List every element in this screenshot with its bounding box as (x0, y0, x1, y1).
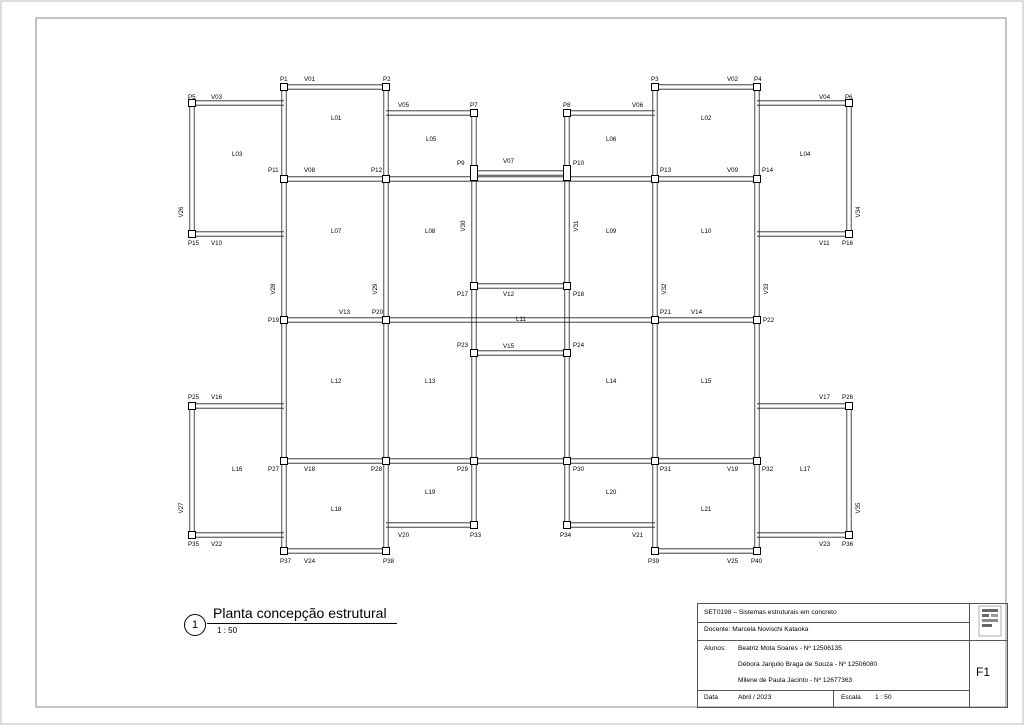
beam-label-v31: V31 (573, 220, 580, 232)
beam-label-v04: V04 (819, 94, 831, 101)
pillar-label-p9: P9 (457, 160, 465, 167)
title-block (697, 603, 1008, 708)
beam-label-v22: V22 (211, 541, 223, 548)
pillar-p15 (189, 231, 196, 238)
beam-label-v05: V05 (398, 102, 410, 109)
pillar-label-p24: P24 (573, 342, 585, 349)
slab-label-l02: L02 (701, 115, 712, 122)
pillar-label-p14: P14 (762, 167, 774, 174)
slab-label-l11: L11 (516, 316, 526, 323)
slab-label-l21: L21 (701, 506, 712, 513)
pillar-p20 (383, 317, 390, 324)
slab-label-l14: L14 (606, 378, 617, 385)
beam-label-v14: V14 (691, 309, 703, 316)
scale-value: 1 : 50 (875, 694, 892, 701)
pillar-p22 (754, 317, 761, 324)
pillar-label-p27: P27 (268, 466, 280, 473)
pillar-label-p38: P38 (383, 558, 395, 565)
pillar-p35 (189, 532, 196, 539)
pillar-p36 (846, 532, 853, 539)
pillar-p33 (471, 522, 478, 529)
pillar-label-p22: P22 (763, 317, 775, 324)
pillar-p8 (564, 110, 571, 117)
slab-label-l09: L09 (606, 228, 617, 235)
pillar-p34 (564, 522, 571, 529)
view-number: 1 (184, 614, 206, 636)
pillar-p31 (652, 458, 659, 465)
view-title: Planta concepção estrutural (213, 605, 387, 621)
date-label: Data (704, 694, 718, 701)
pillar-p30 (564, 458, 571, 465)
pillar-label-p6: P6 (845, 94, 853, 101)
view-scale: 1 : 50 (217, 626, 238, 635)
pillar-label-p16: P16 (842, 240, 854, 247)
beam-label-v08: V08 (304, 167, 316, 174)
pillar-label-p25: P25 (188, 394, 200, 401)
beam-label-v23: V23 (819, 541, 831, 548)
pillar-label-p32: P32 (762, 466, 774, 473)
pillar-p27 (281, 458, 288, 465)
pillar-label-p1: P1 (280, 76, 288, 83)
beam-label-v29: V29 (372, 283, 379, 295)
beam-label-v30: V30 (460, 220, 467, 232)
beam-label-v03: V03 (211, 94, 223, 101)
pillar-p13 (652, 176, 659, 183)
slab-label-l18: L18 (331, 506, 342, 513)
beam-label-v07: V07 (503, 158, 515, 165)
pillar-p24 (564, 350, 571, 357)
teacher-name: Docente: Marcela Novischi Kataoka (704, 626, 809, 633)
university-logo (978, 605, 1002, 637)
pillar-label-p36: P36 (842, 541, 854, 548)
pillar-label-p11: P11 (268, 167, 279, 174)
pillar-p21 (652, 317, 659, 324)
pillar-p2 (383, 84, 390, 91)
pillar-label-p28: P28 (371, 466, 383, 473)
beam-label-v33: V33 (763, 283, 770, 295)
pillar-p3 (652, 84, 659, 91)
student-1: Beatriz Mota Soares - Nº 12506135 (738, 645, 842, 652)
view-title-rule (207, 623, 397, 624)
beam-label-v16: V16 (211, 394, 223, 401)
pillar-p26 (846, 403, 853, 410)
students-label: Alunos: (704, 645, 726, 652)
slab-label-l03: L03 (232, 151, 243, 158)
slab-label-l20: L20 (606, 489, 617, 496)
scale-label: Escala (841, 694, 861, 701)
pillar-label-p8: P8 (563, 102, 571, 109)
slab-label-l15: L15 (701, 378, 712, 385)
pillar-label-p12: P12 (371, 167, 383, 174)
date-value: Abril / 2023 (738, 694, 772, 701)
beam-label-v26: V26 (178, 206, 185, 218)
pillar-label-p31: P31 (660, 466, 672, 473)
pillar-label-p5: P5 (188, 94, 196, 101)
beam-label-v35: V35 (855, 502, 862, 514)
slab-label-l07: L07 (331, 228, 342, 235)
beam-label-v28: V28 (270, 283, 277, 295)
pillar-label-p33: P33 (470, 532, 482, 539)
beam-label-v21: V21 (632, 532, 644, 539)
slab-label-l17: L17 (800, 466, 811, 473)
pillar-p32 (754, 458, 761, 465)
pillar-p37 (281, 548, 288, 555)
pillar-label-p2: P2 (383, 76, 391, 83)
slab-label-l13: L13 (425, 378, 436, 385)
student-3: Milene de Paula Jacinto - Nº 12677363 (738, 677, 853, 684)
pillar-label-p21: P21 (660, 309, 672, 316)
pillar-p19 (281, 317, 288, 324)
pillar-p14 (754, 176, 761, 183)
slab-label-l04: L04 (800, 151, 811, 158)
pillar-p9 (471, 166, 478, 181)
pillar-label-p18: P18 (573, 291, 585, 298)
course-name: SET0198 – Sistemas estruturais em concreto (704, 609, 837, 616)
beam-label-v15: V15 (503, 343, 515, 350)
pillar-p40 (754, 548, 761, 555)
pillar-label-p29: P29 (457, 466, 469, 473)
slab-label-l01: L01 (331, 115, 342, 122)
pillar-p1 (281, 84, 288, 91)
beam-label-v12: V12 (503, 291, 515, 298)
beam-label-v20: V20 (398, 532, 410, 539)
pillar-p11 (281, 176, 288, 183)
pillar-p38 (383, 548, 390, 555)
pillar-label-p26: P26 (842, 394, 854, 401)
sheet-number: F1 (976, 665, 991, 679)
student-2: Débora Janjulio Braga de Souza - Nº 12506080 (738, 661, 878, 668)
pillar-p17 (471, 283, 478, 290)
pillar-label-p35: P35 (188, 541, 200, 548)
beam-label-v09: V09 (727, 167, 739, 174)
beam-label-v11: V11 (819, 240, 830, 247)
beam-label-v17: V17 (819, 394, 831, 401)
slab-label-l06: L06 (606, 136, 617, 143)
beam-label-v25: V25 (727, 558, 739, 565)
pillar-p23 (471, 350, 478, 357)
slab-label-l05: L05 (426, 136, 437, 143)
beam-label-v06: V06 (632, 102, 644, 109)
pillar-label-p37: P37 (280, 558, 292, 565)
pillar-p4 (754, 84, 761, 91)
pillar-label-p20: P20 (372, 309, 384, 316)
pillar-p28 (383, 458, 390, 465)
beam-label-v02: V02 (727, 76, 739, 83)
beam-label-v32: V32 (661, 283, 668, 295)
pillar-label-p10: P10 (573, 160, 585, 167)
pillar-p25 (189, 403, 196, 410)
pillar-label-p23: P23 (457, 342, 469, 349)
slab-label-l08: L08 (425, 228, 436, 235)
beam-label-v24: V24 (304, 558, 316, 565)
pillar-p16 (846, 231, 853, 238)
beam-label-v13: V13 (339, 309, 351, 316)
beam-label-v18: V18 (304, 466, 316, 473)
pillar-label-p4: P4 (754, 76, 762, 83)
pillar-label-p17: P17 (457, 291, 469, 298)
pillar-label-p30: P30 (573, 466, 585, 473)
beam-label-v34: V34 (855, 206, 862, 218)
pillar-label-p40: P40 (751, 558, 763, 565)
pillar-p18 (564, 283, 571, 290)
pillar-label-p39: P39 (648, 558, 660, 565)
beam-label-v10: V10 (211, 240, 223, 247)
pillar-label-p7: P7 (470, 102, 478, 109)
pillar-label-p3: P3 (651, 76, 659, 83)
slab-label-l19: L19 (425, 489, 436, 496)
slab-label-l10: L10 (701, 228, 712, 235)
pillar-p29 (471, 458, 478, 465)
beam-label-v19: V19 (727, 466, 739, 473)
pillar-p7 (471, 110, 478, 117)
beam-label-v01: V01 (304, 76, 316, 83)
pillar-p10 (564, 166, 571, 181)
slab-label-l16: L16 (232, 466, 243, 473)
pillar-label-p13: P13 (660, 167, 672, 174)
pillar-label-p15: P15 (188, 240, 200, 247)
pillar-p39 (652, 548, 659, 555)
pillar-p12 (383, 176, 390, 183)
pillar-label-p34: P34 (560, 532, 572, 539)
pillar-label-p19: P19 (268, 317, 280, 324)
slab-label-l12: L12 (331, 378, 342, 385)
beam-label-v27: V27 (178, 502, 185, 514)
